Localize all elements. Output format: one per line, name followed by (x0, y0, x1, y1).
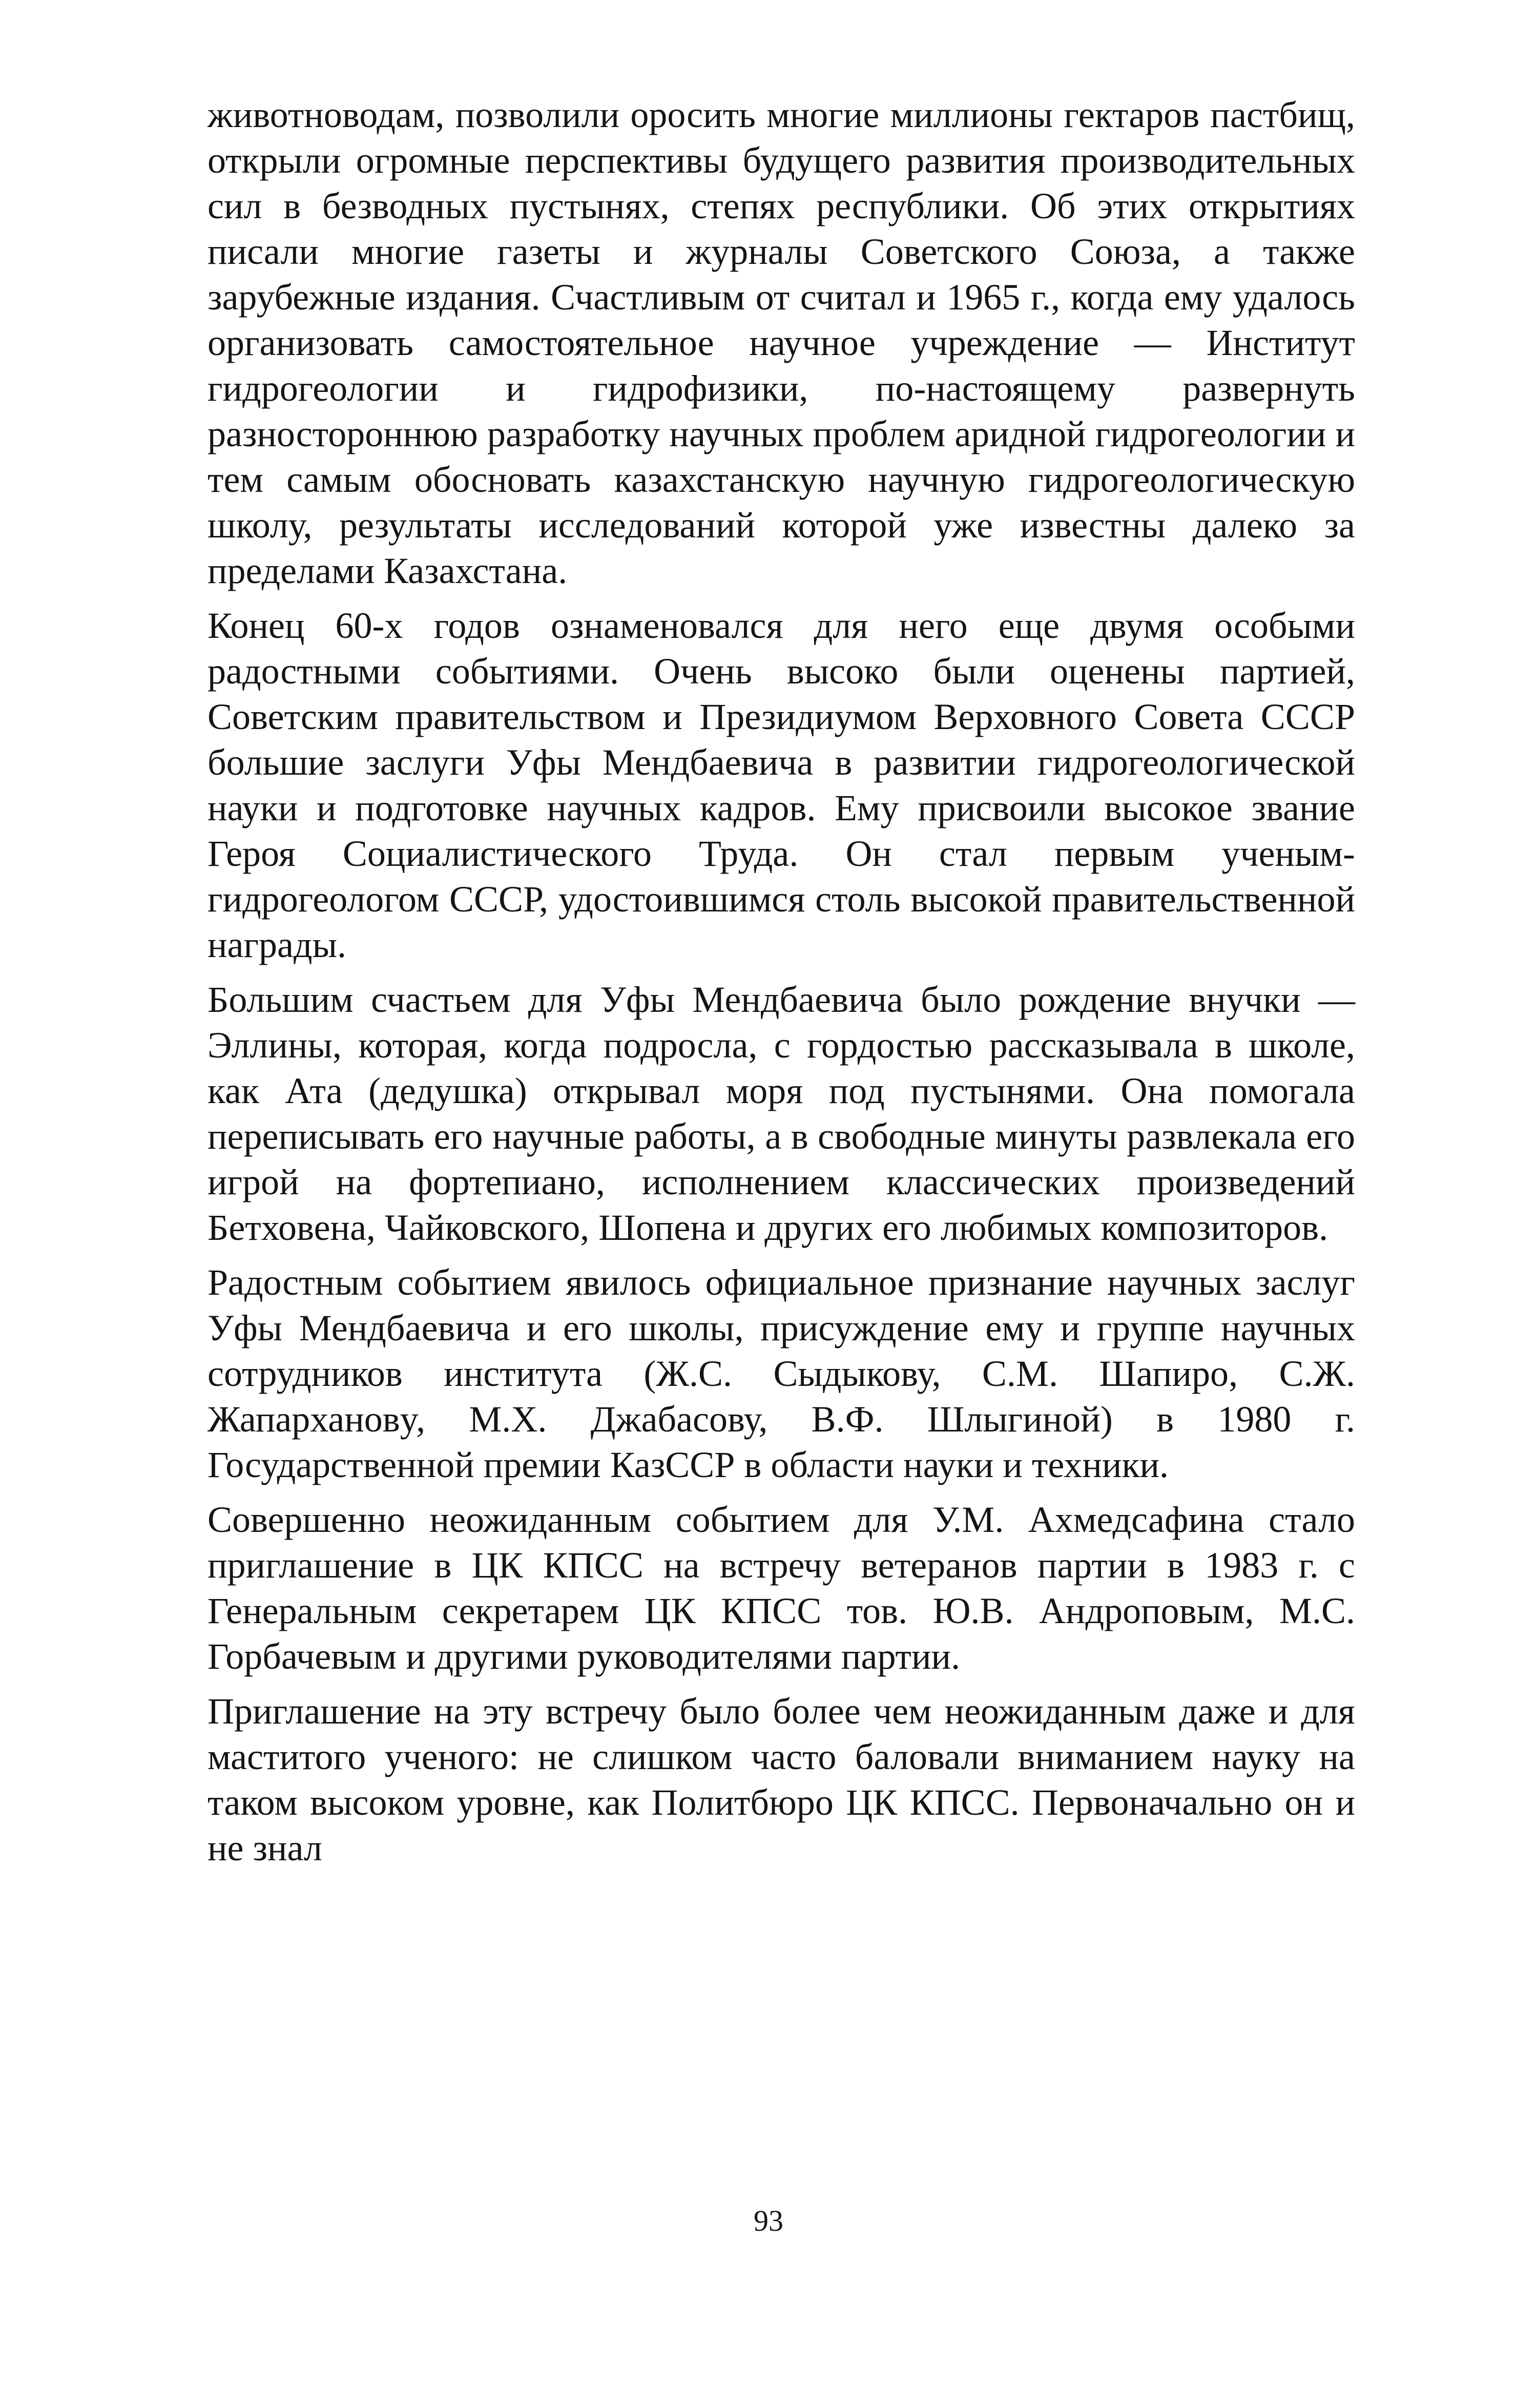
paragraph-2: Конец 60-х годов ознаменовался для него еще двумя особыми радостными событиями. Очень высоко были оценены партией, Советским правительством и Президиумом Верховного Совета СССР большие заслуги Уфы Мендбаевича в развитии гидрогеологической науки и подготовке научных кадров. Ему присвоили высокое звание Героя Социалистического Труда. Он стал первым ученым-гидрогеологом СССР, удостоившимся столь высокой правительственной награды. (207, 605, 1355, 965)
paragraph-1: животноводам, позволили оросить многие миллионы гектаров пастбищ, открыли огромные перспективы будущего развития производительных сил в безводных пустынях, степях республики. Об этих открытиях писали многие газеты и журналы Советского Союза, а также зарубежные издания. Счастливым от считал и 1965 г., когда ему удалось организовать самостоятельное научное учреждение — Институт гидрогеологии и гидрофизики, по-настоящему развернуть разностороннюю разработку научных проблем аридной гидрогеологии и тем самым обосновать казахстанскую научную гидрогеологическую школу, результаты исследований которой уже известны далеко за пределами Казахстана. (207, 94, 1355, 591)
page-number: 93 (754, 2204, 783, 2237)
paragraph-5: Совершенно неожиданным событием для У.М. Ахмедсафина стало приглашение в ЦК КПСС на встречу ветеранов партии в 1983 г. с Генеральным секретарем ЦК КПСС тов. Ю.В. Андроповым, М.С. Горбачевым и другими руководителями партии. (207, 1499, 1355, 1677)
page-body (207, 92, 1355, 1880)
paragraph-3: Большим счастьем для Уфы Мендбаевича было рождение внучки — Эллины, которая, когда подросла, с гордостью рассказывала в школе, как Ата (дедушка) открывал моря под пустынями. Она помогала переписывать его научные работы, а в свободные минуты развлекала его игрой на фортепиано, исполнением классических произведений Бетховена, Чайковского, Шопена и других его любимых композиторов. (207, 979, 1355, 1248)
paragraph-4: Радостным событием явилось официальное признание научных заслуг Уфы Мендбаевича и его школы, присуждение ему и группе научных сотрудников института (Ж.С. Сыдыкову, С.М. Шапиро, С.Ж. Жапархановy, М.Х. Джабасову, В.Ф. Шлыгиной) в 1980 г. Государственной премии КазССР в области науки и техники. (207, 1262, 1355, 1485)
paragraph-6: Приглашение на эту встречу было более чем неожиданным даже и для маститого ученого: не слишком часто баловали вниманием науку на таком высоком уровне, как Политбюро ЦК КПСС. Первоначально он и не знал (207, 1691, 1355, 1869)
